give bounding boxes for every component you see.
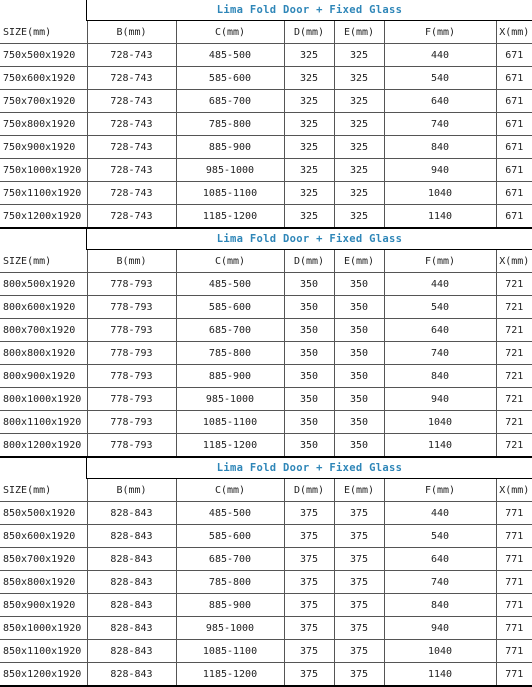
cell-x: 671 [496, 90, 532, 113]
cell-e: 350 [334, 319, 384, 342]
cell-f: 540 [384, 67, 496, 90]
cell-f: 540 [384, 296, 496, 319]
cell-c: 785-800 [176, 113, 284, 136]
cell-e: 325 [334, 159, 384, 182]
cell-d: 350 [284, 411, 334, 434]
title-spacer [0, 458, 87, 479]
cell-size: 850x1200x1920 [0, 663, 87, 687]
cell-x: 721 [496, 365, 532, 388]
cell-f: 740 [384, 342, 496, 365]
column-header-e: E(mm) [334, 479, 384, 502]
spec-table [0, 21, 532, 229]
table-row [0, 136, 532, 159]
spec-table [0, 479, 532, 687]
table-row [0, 90, 532, 113]
cell-f: 940 [384, 617, 496, 640]
table-row [0, 617, 532, 640]
cell-size: 850x900x1920 [0, 594, 87, 617]
cell-x: 721 [496, 273, 532, 296]
cell-size: 850x600x1920 [0, 525, 87, 548]
cell-d: 375 [284, 502, 334, 525]
cell-d: 350 [284, 296, 334, 319]
table-row [0, 434, 532, 458]
cell-c: 1085-1100 [176, 182, 284, 205]
cell-c: 885-900 [176, 136, 284, 159]
cell-size: 750x800x1920 [0, 113, 87, 136]
cell-b: 778-793 [87, 434, 176, 458]
cell-c: 785-800 [176, 571, 284, 594]
cell-f: 940 [384, 159, 496, 182]
cell-x: 771 [496, 663, 532, 687]
cell-d: 325 [284, 205, 334, 229]
cell-b: 828-843 [87, 594, 176, 617]
cell-f: 440 [384, 273, 496, 296]
cell-d: 325 [284, 182, 334, 205]
cell-size: 750x700x1920 [0, 90, 87, 113]
cell-b: 828-843 [87, 640, 176, 663]
cell-size: 850x1100x1920 [0, 640, 87, 663]
column-header-b: B(mm) [87, 21, 176, 44]
cell-c: 885-900 [176, 365, 284, 388]
cell-b: 728-743 [87, 90, 176, 113]
cell-f: 1140 [384, 205, 496, 229]
cell-d: 375 [284, 525, 334, 548]
table-row [0, 342, 532, 365]
cell-c: 485-500 [176, 273, 284, 296]
cell-b: 778-793 [87, 296, 176, 319]
cell-e: 375 [334, 548, 384, 571]
cell-c: 685-700 [176, 548, 284, 571]
cell-x: 721 [496, 319, 532, 342]
spec-table [0, 250, 532, 458]
cell-e: 350 [334, 388, 384, 411]
cell-x: 671 [496, 136, 532, 159]
table-row [0, 319, 532, 342]
table-row [0, 571, 532, 594]
cell-size: 800x1200x1920 [0, 434, 87, 458]
cell-b: 728-743 [87, 44, 176, 67]
cell-c: 985-1000 [176, 159, 284, 182]
column-header-size: SIZE(mm) [0, 21, 87, 44]
cell-size: 850x500x1920 [0, 502, 87, 525]
cell-b: 828-843 [87, 548, 176, 571]
cell-d: 325 [284, 67, 334, 90]
cell-e: 375 [334, 663, 384, 687]
cell-c: 485-500 [176, 44, 284, 67]
cell-c: 1185-1200 [176, 663, 284, 687]
cell-e: 350 [334, 273, 384, 296]
cell-size: 800x900x1920 [0, 365, 87, 388]
cell-b: 728-743 [87, 205, 176, 229]
column-header-e: E(mm) [334, 21, 384, 44]
cell-c: 1185-1200 [176, 205, 284, 229]
cell-d: 325 [284, 159, 334, 182]
cell-c: 1085-1100 [176, 411, 284, 434]
section-title: Lima Fold Door + Fixed Glass [87, 229, 532, 250]
cell-size: 800x800x1920 [0, 342, 87, 365]
cell-x: 721 [496, 411, 532, 434]
cell-b: 828-843 [87, 617, 176, 640]
cell-x: 671 [496, 205, 532, 229]
section-title-row [0, 0, 532, 21]
column-header-x: X(mm) [496, 250, 532, 273]
cell-d: 375 [284, 594, 334, 617]
cell-x: 771 [496, 548, 532, 571]
cell-c: 1185-1200 [176, 434, 284, 458]
cell-d: 350 [284, 388, 334, 411]
cell-f: 1040 [384, 182, 496, 205]
cell-c: 985-1000 [176, 388, 284, 411]
cell-f: 840 [384, 136, 496, 159]
cell-e: 325 [334, 136, 384, 159]
cell-x: 671 [496, 44, 532, 67]
cell-size: 850x1000x1920 [0, 617, 87, 640]
cell-size: 800x1100x1920 [0, 411, 87, 434]
column-header-b: B(mm) [87, 479, 176, 502]
column-header-x: X(mm) [496, 21, 532, 44]
cell-d: 375 [284, 663, 334, 687]
cell-x: 721 [496, 296, 532, 319]
table-row [0, 296, 532, 319]
cell-size: 800x700x1920 [0, 319, 87, 342]
cell-f: 1140 [384, 663, 496, 687]
column-header-d: D(mm) [284, 479, 334, 502]
cell-x: 721 [496, 388, 532, 411]
section-title: Lima Fold Door + Fixed Glass [87, 458, 532, 479]
cell-c: 485-500 [176, 502, 284, 525]
cell-b: 778-793 [87, 342, 176, 365]
table-row [0, 594, 532, 617]
cell-e: 350 [334, 296, 384, 319]
table-row [0, 205, 532, 229]
cell-f: 540 [384, 525, 496, 548]
header-row [0, 21, 532, 44]
cell-e: 375 [334, 571, 384, 594]
cell-f: 840 [384, 594, 496, 617]
cell-e: 325 [334, 182, 384, 205]
cell-x: 671 [496, 67, 532, 90]
cell-f: 840 [384, 365, 496, 388]
cell-b: 728-743 [87, 136, 176, 159]
cell-d: 375 [284, 571, 334, 594]
cell-x: 671 [496, 159, 532, 182]
cell-d: 325 [284, 90, 334, 113]
cell-x: 671 [496, 182, 532, 205]
cell-d: 375 [284, 617, 334, 640]
header-row [0, 479, 532, 502]
cell-size: 750x1000x1920 [0, 159, 87, 182]
cell-x: 771 [496, 594, 532, 617]
cell-c: 885-900 [176, 594, 284, 617]
cell-d: 350 [284, 319, 334, 342]
cell-d: 325 [284, 113, 334, 136]
cell-b: 778-793 [87, 411, 176, 434]
cell-size: 750x900x1920 [0, 136, 87, 159]
cell-size: 750x500x1920 [0, 44, 87, 67]
cell-c: 585-600 [176, 525, 284, 548]
table-row [0, 365, 532, 388]
title-spacer [0, 0, 87, 21]
cell-b: 778-793 [87, 388, 176, 411]
cell-x: 671 [496, 113, 532, 136]
column-header-f: F(mm) [384, 479, 496, 502]
cell-size: 800x600x1920 [0, 296, 87, 319]
column-header-e: E(mm) [334, 250, 384, 273]
cell-b: 828-843 [87, 663, 176, 687]
cell-size: 850x800x1920 [0, 571, 87, 594]
cell-b: 728-743 [87, 182, 176, 205]
table-section [0, 458, 532, 687]
table-section [0, 229, 532, 458]
cell-b: 728-743 [87, 67, 176, 90]
cell-f: 740 [384, 571, 496, 594]
cell-x: 771 [496, 502, 532, 525]
column-header-f: F(mm) [384, 21, 496, 44]
column-header-c: C(mm) [176, 479, 284, 502]
cell-e: 325 [334, 113, 384, 136]
table-row [0, 388, 532, 411]
cell-f: 640 [384, 319, 496, 342]
cell-x: 771 [496, 617, 532, 640]
cell-e: 325 [334, 67, 384, 90]
cell-c: 685-700 [176, 319, 284, 342]
cell-e: 350 [334, 434, 384, 458]
section-title-row [0, 458, 532, 479]
cell-e: 375 [334, 525, 384, 548]
cell-size: 800x1000x1920 [0, 388, 87, 411]
cell-b: 828-843 [87, 571, 176, 594]
cell-d: 375 [284, 548, 334, 571]
cell-f: 740 [384, 113, 496, 136]
cell-x: 771 [496, 640, 532, 663]
cell-d: 325 [284, 44, 334, 67]
cell-size: 750x1100x1920 [0, 182, 87, 205]
cell-f: 640 [384, 548, 496, 571]
cell-f: 1040 [384, 640, 496, 663]
cell-f: 1140 [384, 434, 496, 458]
table-row [0, 411, 532, 434]
cell-e: 375 [334, 640, 384, 663]
cell-b: 778-793 [87, 365, 176, 388]
table-row [0, 113, 532, 136]
cell-f: 640 [384, 90, 496, 113]
cell-d: 350 [284, 365, 334, 388]
column-header-b: B(mm) [87, 250, 176, 273]
cell-c: 585-600 [176, 296, 284, 319]
cell-e: 325 [334, 44, 384, 67]
cell-d: 350 [284, 342, 334, 365]
column-header-size: SIZE(mm) [0, 250, 87, 273]
cell-b: 778-793 [87, 319, 176, 342]
cell-e: 350 [334, 365, 384, 388]
title-spacer [0, 229, 87, 250]
cell-f: 1040 [384, 411, 496, 434]
cell-x: 771 [496, 525, 532, 548]
cell-d: 350 [284, 273, 334, 296]
column-header-size: SIZE(mm) [0, 479, 87, 502]
cell-x: 721 [496, 342, 532, 365]
cell-e: 375 [334, 502, 384, 525]
table-row [0, 663, 532, 687]
table-row [0, 273, 532, 296]
column-header-c: C(mm) [176, 250, 284, 273]
cell-size: 850x700x1920 [0, 548, 87, 571]
cell-f: 940 [384, 388, 496, 411]
section-title-row [0, 229, 532, 250]
cell-f: 440 [384, 44, 496, 67]
cell-x: 721 [496, 434, 532, 458]
cell-size: 750x600x1920 [0, 67, 87, 90]
table-row [0, 67, 532, 90]
cell-c: 785-800 [176, 342, 284, 365]
cell-f: 440 [384, 502, 496, 525]
column-header-x: X(mm) [496, 479, 532, 502]
cell-b: 778-793 [87, 273, 176, 296]
cell-d: 325 [284, 136, 334, 159]
table-row [0, 640, 532, 663]
table-section [0, 0, 532, 229]
table-row [0, 525, 532, 548]
cell-size: 750x1200x1920 [0, 205, 87, 229]
cell-c: 985-1000 [176, 617, 284, 640]
cell-d: 375 [284, 640, 334, 663]
cell-b: 728-743 [87, 113, 176, 136]
cell-b: 728-743 [87, 159, 176, 182]
cell-e: 350 [334, 411, 384, 434]
table-row [0, 182, 532, 205]
cell-d: 350 [284, 434, 334, 458]
table-row [0, 548, 532, 571]
cell-e: 325 [334, 205, 384, 229]
cell-e: 350 [334, 342, 384, 365]
column-header-f: F(mm) [384, 250, 496, 273]
cell-b: 828-843 [87, 525, 176, 548]
column-header-c: C(mm) [176, 21, 284, 44]
cell-c: 585-600 [176, 67, 284, 90]
cell-e: 375 [334, 617, 384, 640]
table-row [0, 502, 532, 525]
cell-x: 771 [496, 571, 532, 594]
cell-size: 800x500x1920 [0, 273, 87, 296]
cell-c: 1085-1100 [176, 640, 284, 663]
cell-e: 375 [334, 594, 384, 617]
table-row [0, 44, 532, 67]
cell-e: 325 [334, 90, 384, 113]
header-row [0, 250, 532, 273]
cell-b: 828-843 [87, 502, 176, 525]
cell-c: 685-700 [176, 90, 284, 113]
column-header-d: D(mm) [284, 21, 334, 44]
column-header-d: D(mm) [284, 250, 334, 273]
table-row [0, 159, 532, 182]
section-title: Lima Fold Door + Fixed Glass [87, 0, 532, 21]
